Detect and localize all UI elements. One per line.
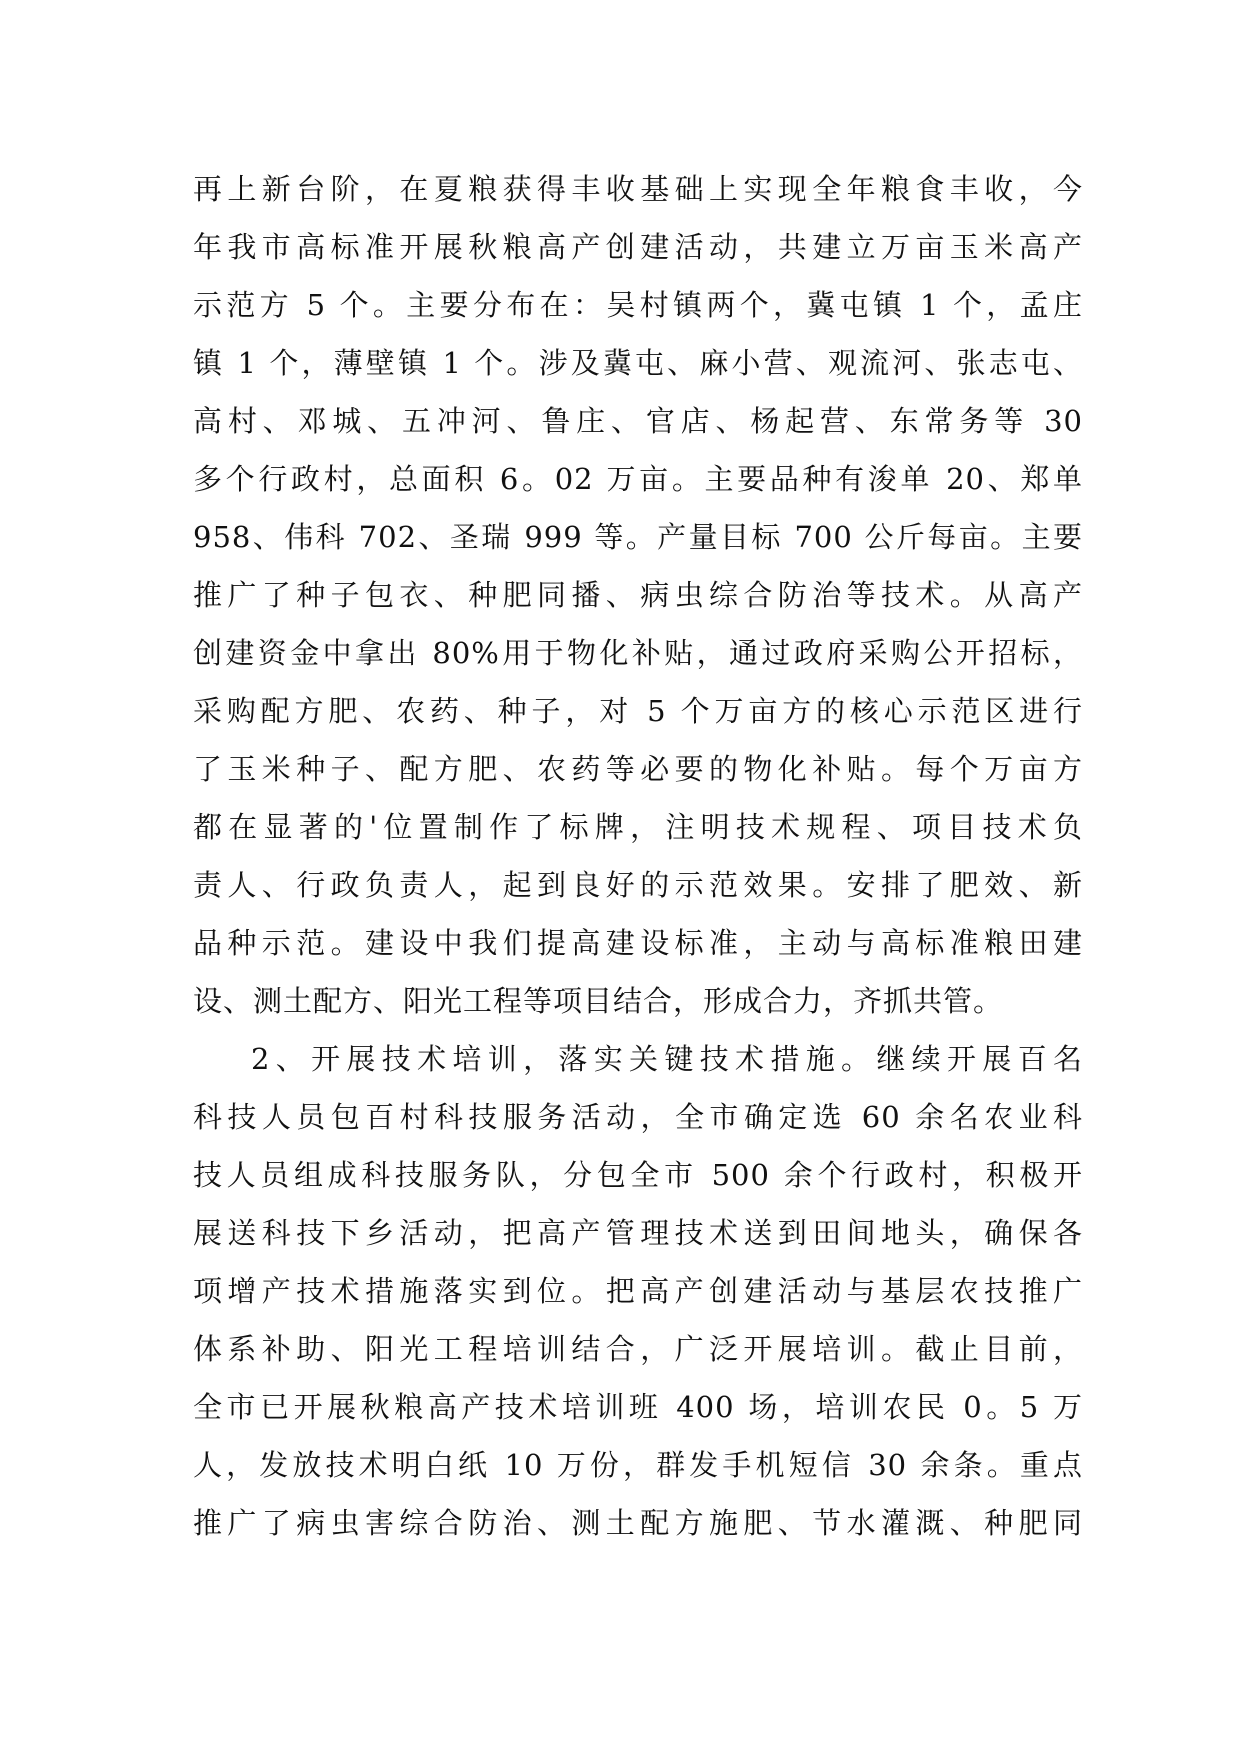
text-line-4: 镇 1 个，薄壁镇 1 个。涉及冀屯、麻小营、观流河、张志屯、 [193, 346, 1083, 380]
text-line-16: 2、开展技术培训，落实关键技术措施。继续开展百名 [251, 1042, 1083, 1076]
text-line-20: 项增产技术措施落实到位。把高产创建活动与基层农技推广 [193, 1274, 1083, 1308]
text-line-23: 人，发放技术明白纸 10 万份，群发手机短信 30 余条。重点 [193, 1448, 1083, 1482]
body-text [193, 160, 1083, 1552]
text-line-7: 958、伟科 702、圣瑞 999 等。产量目标 700 公斤每亩。主要 [193, 520, 1083, 554]
text-line-2: 年我市高标准开展秋粮高产创建活动，共建立万亩玉米高产 [193, 230, 1083, 264]
text-line-18: 技人员组成科技服务队，分包全市 500 余个行政村，积极开 [193, 1158, 1083, 1192]
text-line-17: 科技人员包百村科技服务活动，全市确定选 60 余名农业科 [193, 1100, 1083, 1134]
text-line-8: 推广了种子包衣、种肥同播、病虫综合防治等技术。从高产 [193, 578, 1083, 612]
text-line-5: 高村、邓城、五冲河、鲁庄、官店、杨起营、东常务等 30 [193, 404, 1083, 438]
text-line-12: 都在显著的'位置制作了标牌，注明技术规程、项目技术负 [193, 810, 1083, 844]
text-line-3: 示范方 5 个。主要分布在：吴村镇两个，冀屯镇 1 个，孟庄 [193, 288, 1083, 322]
text-line-11: 了玉米种子、配方肥、农药等必要的物化补贴。每个万亩方 [193, 752, 1083, 786]
text-line-24: 推广了病虫害综合防治、测土配方施肥、节水灌溉、种肥同 [193, 1506, 1083, 1540]
text-line-1: 再上新台阶，在夏粮获得丰收基础上实现全年粮食丰收，今 [193, 172, 1083, 206]
text-line-19: 展送科技下乡活动，把高产管理技术送到田间地头，确保各 [193, 1216, 1083, 1250]
text-line-9: 创建资金中拿出 80%用于物化补贴，通过政府采购公开招标， [193, 636, 1083, 670]
text-line-22: 全市已开展秋粮高产技术培训班 400 场，培训农民 0。5 万 [193, 1390, 1083, 1424]
text-line-13: 责人、行政负责人，起到良好的示范效果。安排了肥效、新 [193, 868, 1083, 902]
text-line-14: 品种示范。建设中我们提高建设标准，主动与高标准粮田建 [193, 926, 1083, 960]
text-line-6: 多个行政村，总面积 6。02 万亩。主要品种有浚单 20、郑单 [193, 462, 1083, 496]
text-line-21: 体系补助、阳光工程培训结合，广泛开展培训。截止目前， [193, 1332, 1083, 1366]
text-line-10: 采购配方肥、农药、种子，对 5 个万亩方的核心示范区进行 [193, 694, 1083, 728]
text-line-15: 设、测土配方、阳光工程等项目结合，形成合力，齐抓共管。 [193, 984, 1004, 1018]
